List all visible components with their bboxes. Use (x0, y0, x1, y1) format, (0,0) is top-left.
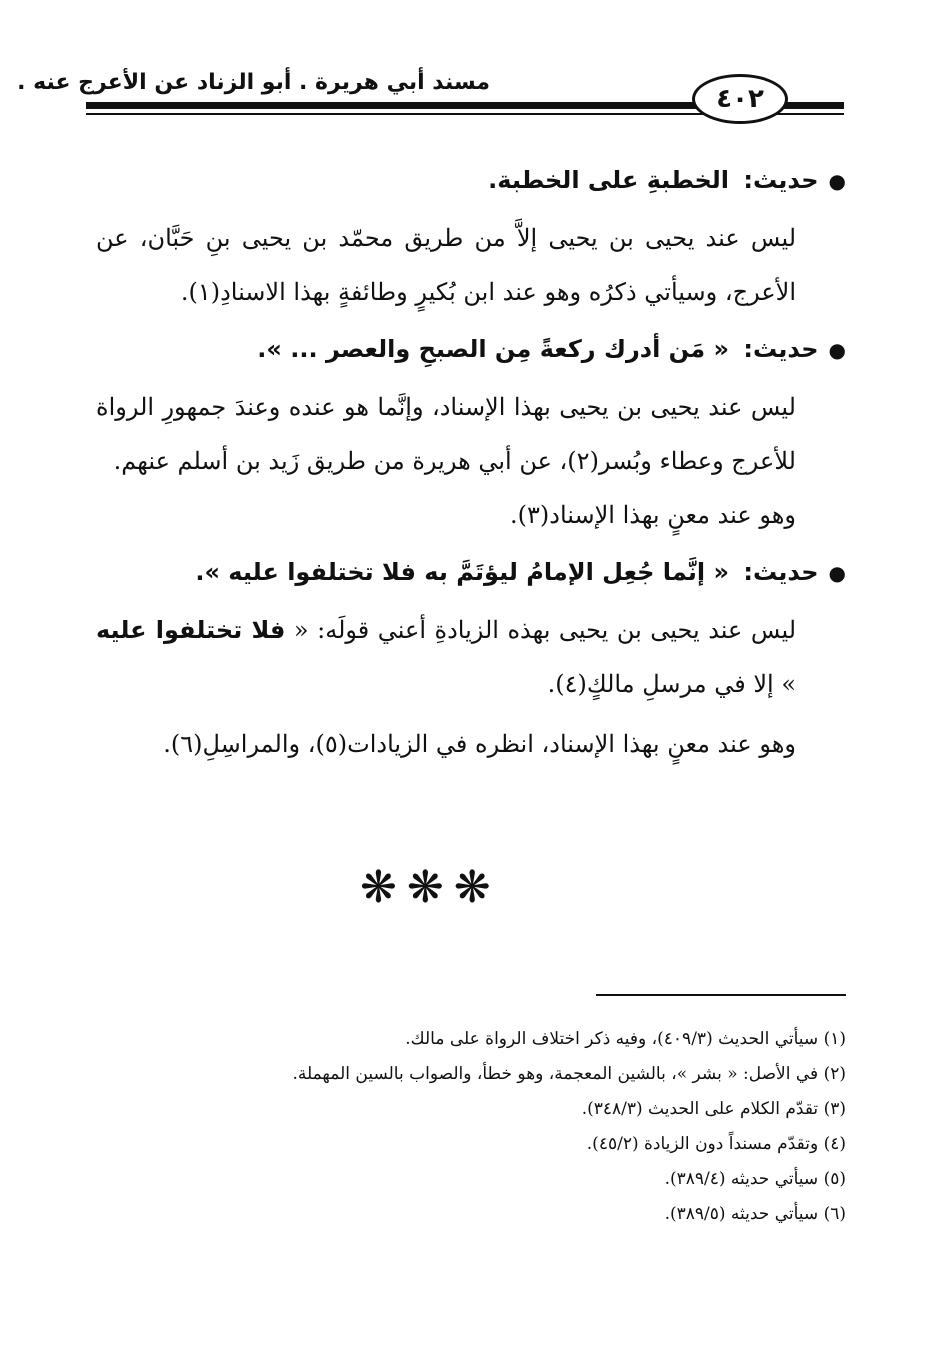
hadith-label: حديث: (743, 335, 819, 363)
running-header-title: مسند أبي هريرة . أبو الزناد عن الأعرج عنه . (17, 70, 490, 95)
paragraph: وهو عند معنٍ بهذا الإسناد(٣). (510, 501, 796, 529)
footnote: (٦) سيأتي حديثه (٣٨٩/٥). (664, 1204, 846, 1224)
hadith-title: الخطبةِ على الخطبة. (488, 166, 729, 194)
hadith-label: حديث: (743, 166, 819, 194)
page-number-oval (692, 74, 788, 124)
paragraph (96, 603, 846, 711)
section-separator: ❋❋❋ (360, 862, 501, 913)
footnote: (٥) سيأتي حديثه (٣٨٩/٤). (664, 1169, 846, 1189)
paragraph: ليس عند يحيى بن يحيى بهذا الإسناد، وإنَّما هو عنده وعندَ جمهورِ الرواة للأعرج وعطاء وبُسر(٢)، عن أبي هريرة من طريق زَيد بن أسلم عنهم. (96, 393, 796, 475)
page-number: ٤٠٢ (716, 84, 764, 114)
hadith-heading (96, 319, 846, 380)
footnote-rule (596, 994, 846, 996)
footnote: (٣) تقدّم الكلام على الحديث (٣٤٨/٣). (581, 1099, 846, 1119)
paragraph: وهو عند معنٍ بهذا الإسناد، انظره في الزيادات(٥)، والمراسِلِ(٦). (163, 730, 796, 758)
main-text (96, 150, 846, 771)
paragraph: ليس عند يحيى بن يحيى إلاَّ من طريق محمّد بن يحيى بنِ حَبَّان، عن الأعرج، وسيأتي ذكرُه وهو عند ابن بُكيرٍ وطائفةٍ بهذا الاسنادِ(١). (96, 224, 796, 306)
bullet-icon: ● (828, 338, 846, 362)
footnote: (٤) وتقدّم مسنداً دون الزيادة (٤٥/٢). (586, 1134, 846, 1154)
footnote: (٢) في الأصل: « بشر »، بالشين المعجمة، وهو خطأ، والصواب بالسين المهملة. (292, 1064, 846, 1084)
bullet-icon: ● (828, 169, 846, 193)
quoted-emphasis: فلا تختلفوا عليه (96, 616, 286, 644)
hadith-heading (96, 542, 846, 603)
footnotes (96, 1022, 846, 1232)
footnote: (١) سيأتي الحديث (٤٠٩/٣)، وفيه ذكر اختلاف الرواة على مالك. (405, 1029, 846, 1049)
hadith-title: « مَن أدرك ركعةً مِن الصبحِ والعصر ... ». (257, 335, 729, 363)
hadith-title: « إنَّما جُعِل الإمامُ ليؤتَمَّ به فلا تختلفوا عليه ». (195, 558, 729, 586)
bullet-icon: ● (828, 561, 846, 585)
hadith-label: حديث: (743, 558, 819, 586)
hadith-heading (96, 150, 846, 211)
paragraph-text: » إلا في مرسلِ مالكٍ(٤). (547, 670, 796, 698)
paragraph-text: ليس عند يحيى بن يحيى بهذه الزيادةِ أعني قولَه: « (293, 616, 797, 644)
